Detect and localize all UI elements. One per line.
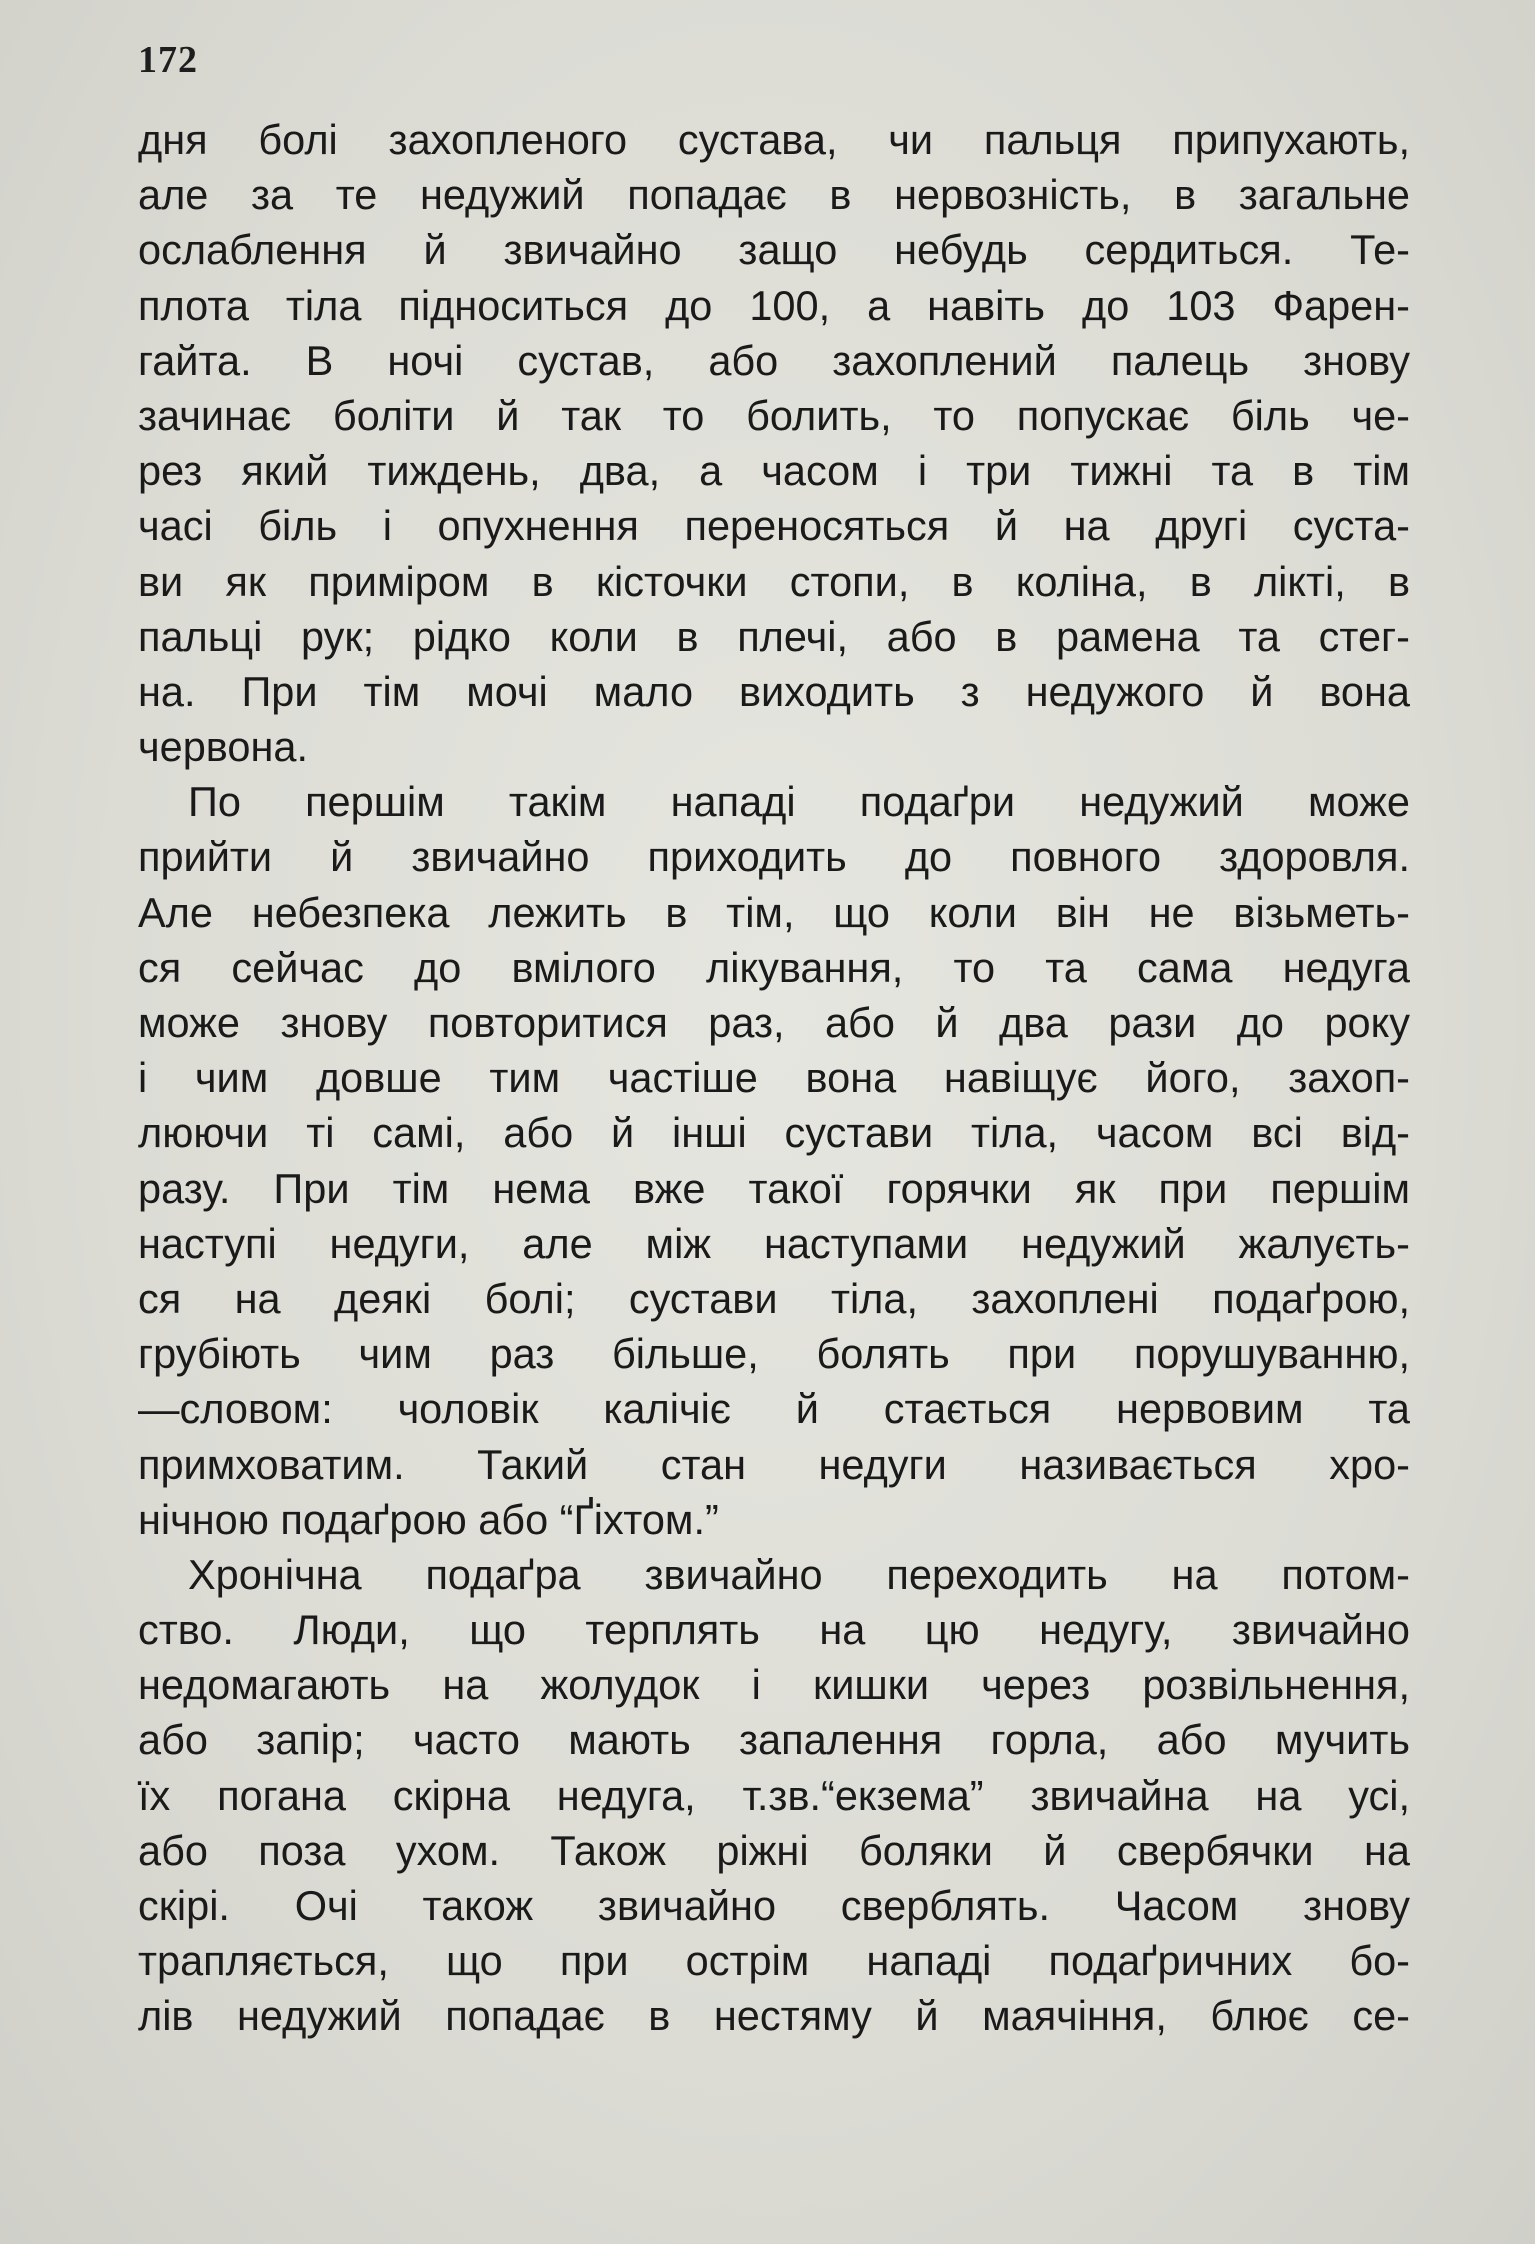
text-line: але за те недужий попадає в нервозність, в загальне <box>138 171 1410 219</box>
text-line: часі біль і опухнення переносяться й на другі суста- <box>138 502 1410 550</box>
text-body <box>138 112 1410 2044</box>
text-line: Хронічна подаґра звичайно переходить на потом- <box>188 1550 1410 1598</box>
text-line: люючи ті самі, або й інші сустави тіла, часом всі від- <box>138 1109 1410 1157</box>
text-line: наступі недуги, але між наступами недужий жалуєть- <box>138 1219 1410 1267</box>
text-line: Але небезпека лежить в тім, що коли він не візьметь- <box>138 888 1410 936</box>
text-line: гайта. В ночі сустав, або захоплений палець знову <box>138 336 1410 384</box>
text-line: ство. Люди, що терплять на цю недугу, звичайно <box>138 1606 1410 1654</box>
text-line: і чим довше тим частіше вона навіщує його, захоп- <box>138 1054 1410 1102</box>
text-line: разу. При тім нема вже такої горячки як при першім <box>138 1164 1410 1212</box>
text-line: примховатим. Такий стан недуги називається хро- <box>138 1440 1410 1488</box>
text-line: червона. <box>138 723 308 771</box>
text-line: трапляється, що при острім нападі подаґричних бо- <box>138 1937 1410 1985</box>
text-line: лів недужий попадає в нестяму й маячіння, блює се- <box>138 1992 1410 2040</box>
text-line: скірі. Очі також звичайно сверблять. Часом знову <box>138 1882 1410 1929</box>
text-line: їх погана скірна недуга, т.зв.“екзема” звичайна на усі, <box>138 1771 1410 1819</box>
text-line: зачинає боліти й так то болить, то попускає біль че- <box>138 391 1410 439</box>
text-line: дня болі захопленого сустава, чи пальця припухають, <box>138 116 1410 163</box>
text-line: нічною подаґрою або “Ґіхтом.” <box>138 1495 719 1543</box>
text-line: ослаблення й звичайно защо небудь сердиться. Те- <box>138 226 1410 274</box>
text-line: —словом: чоловік калічіє й стається нервовим та <box>138 1385 1410 1433</box>
text-line: може знову повторитися раз, або й два рази до року <box>138 999 1410 1046</box>
paragraph <box>138 1547 1410 2044</box>
text-line: або запір; часто мають запалення горла, або мучить <box>138 1716 1410 1764</box>
text-line: плота тіла підноситься до 100, а навіть до 103 Фарен- <box>138 281 1410 329</box>
text-line: прийти й звичайно приходить до повного здоровля. <box>138 833 1410 881</box>
text-line: ся сейчас до вмілого лікування, то та сама недуга <box>138 943 1410 991</box>
text-line: або поза ухом. Також ріжні боляки й свербячки на <box>138 1826 1410 1874</box>
paragraph <box>138 112 1410 774</box>
text-line: недомагають на жолудок і кишки через розвільнення, <box>138 1661 1410 1709</box>
page-number: 172 <box>138 39 198 81</box>
text-line: ви як приміром в кісточки стопи, в коліна, в лікті, в <box>138 557 1410 605</box>
text-line: ся на деякі болі; сустави тіла, захоплені подаґрою, <box>138 1274 1410 1322</box>
text-line: По першім такім нападі подаґри недужий може <box>188 778 1410 826</box>
text-line: грубіють чим раз більше, болять при порушуванню, <box>138 1330 1410 1378</box>
text-line: рез який тиждень, два, а часом і три тижні та в тім <box>138 447 1410 495</box>
text-line: пальці рук; рідко коли в плечі, або в рамена та стег- <box>138 612 1410 660</box>
text-line: на. При тім мочі мало виходить з недужого й вона <box>138 667 1410 715</box>
paragraph <box>138 774 1410 1547</box>
